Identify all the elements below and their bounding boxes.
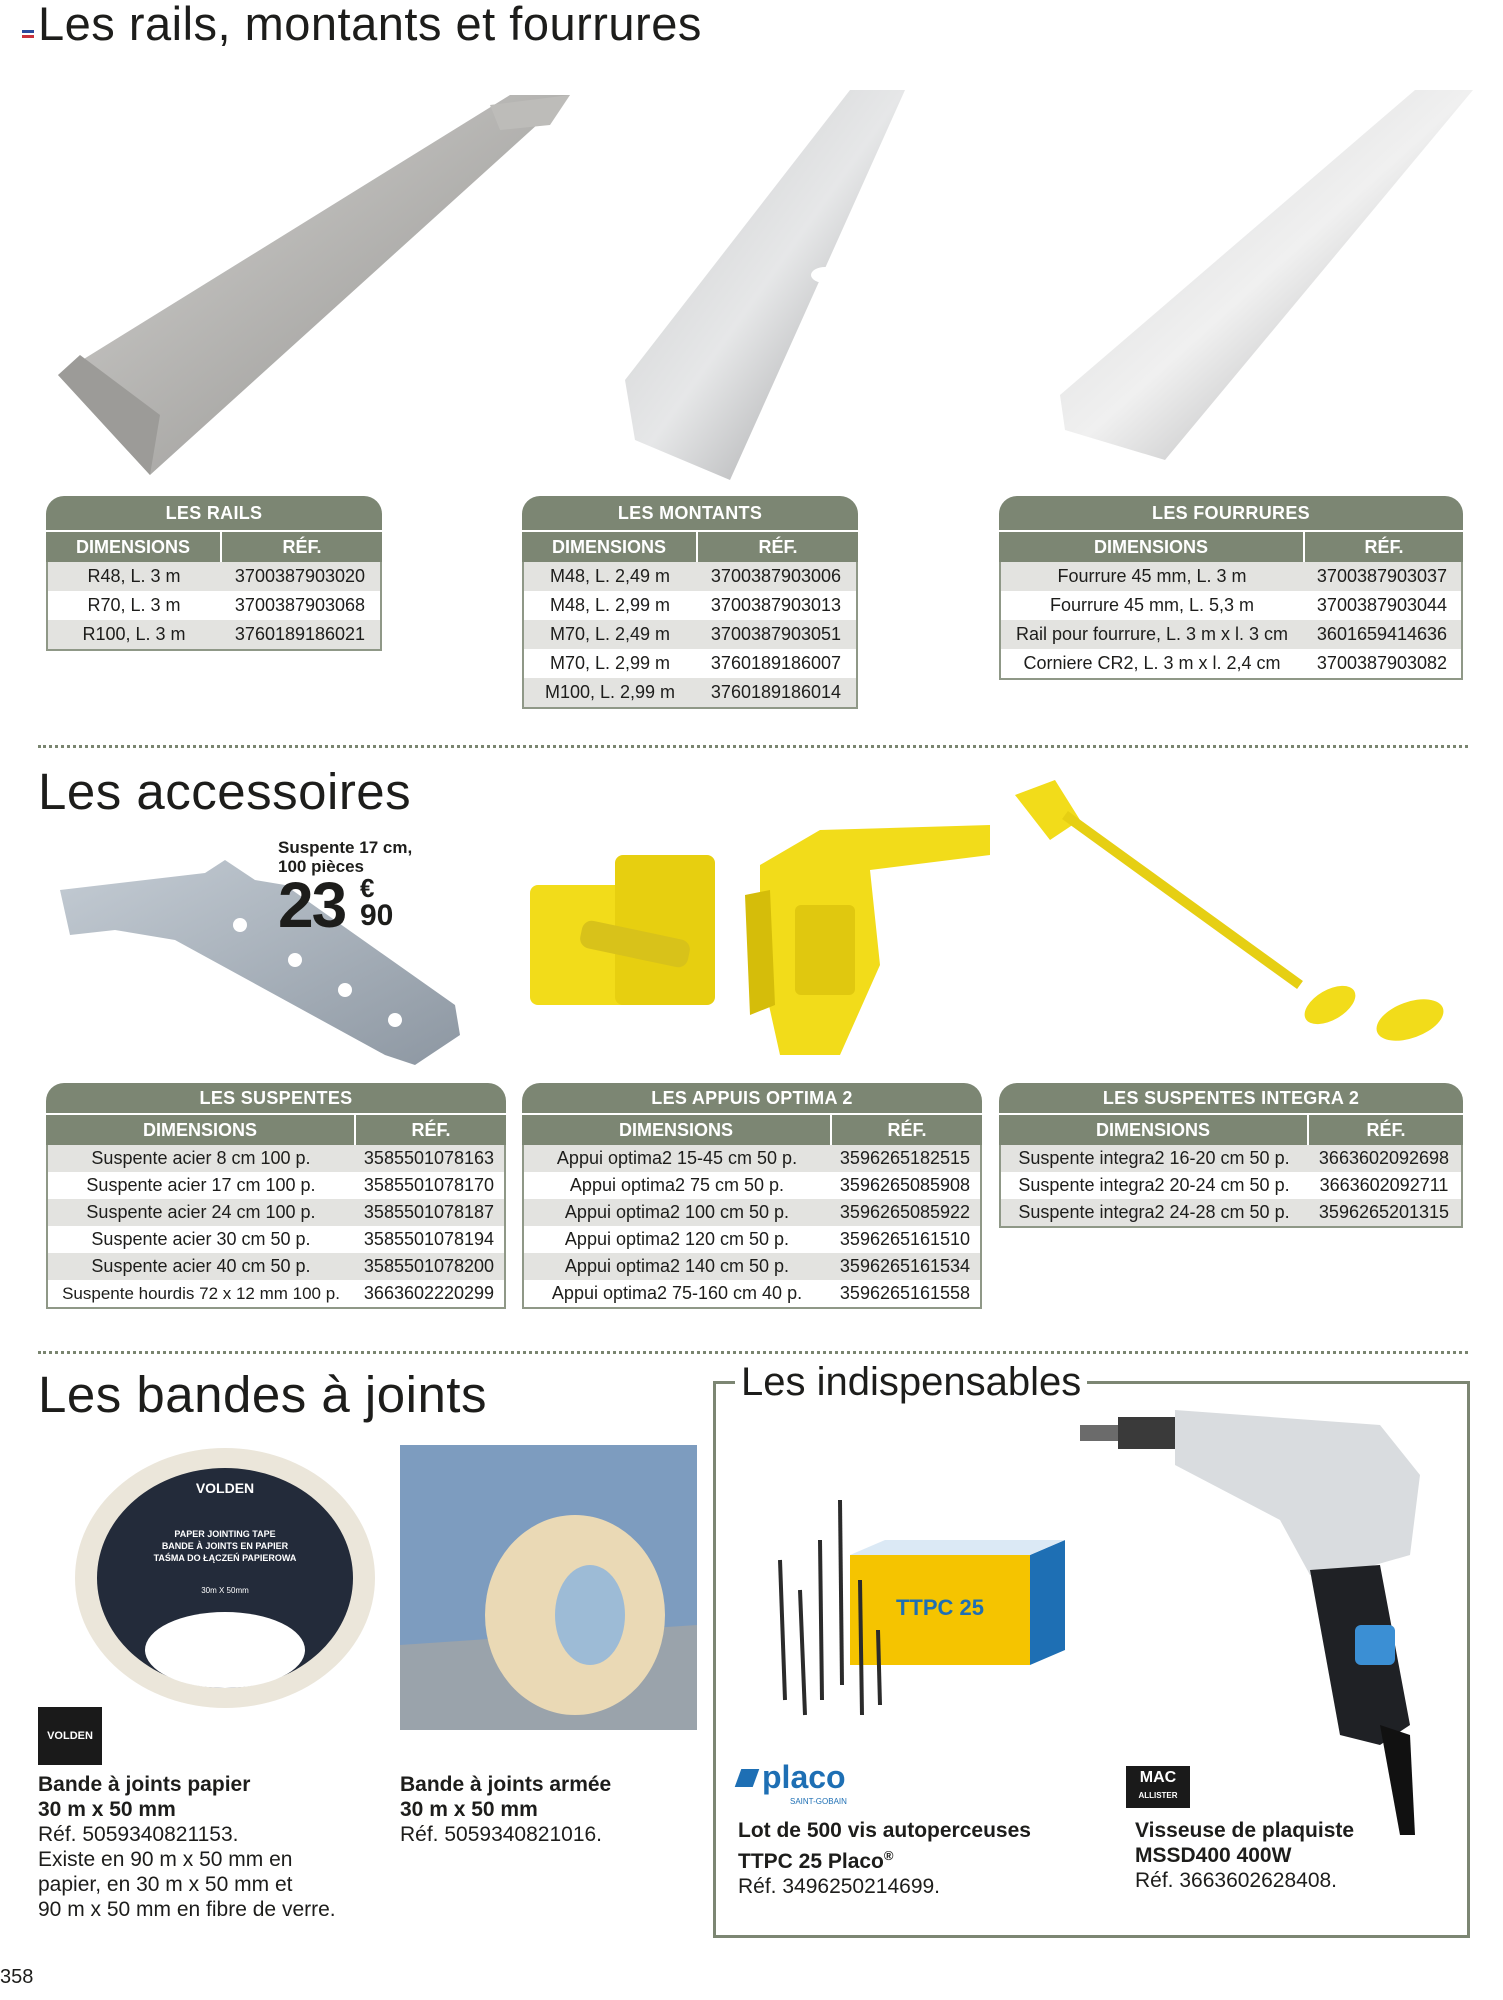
volden-logo: VOLDEN <box>38 1707 102 1765</box>
paper-tape-image <box>70 1445 380 1715</box>
price-caption: Suspente 17 cm, 100 pièces <box>278 838 413 876</box>
screws-box-image <box>760 1480 1070 1730</box>
product-visseuse: Visseuse de plaquiste MSSD400 400W Réf. 3663602628408. <box>1135 1819 1355 1892</box>
flag-icon <box>22 30 34 38</box>
table-montants <box>522 496 858 709</box>
price-integer: 23 <box>278 869 346 941</box>
column-header-dimensions: DIMENSIONS <box>1095 1120 1210 1140</box>
table-fourrures <box>999 496 1463 680</box>
section-title-indispensables: Les indispensables <box>735 1360 1087 1404</box>
table-row: Suspente integra2 24-28 cm 50 p. 3596265201315 <box>1001 1199 1461 1226</box>
svg-text:PAPER JOINTING TAPE: PAPER JOINTING TAPE <box>174 1529 276 1539</box>
table-row: R100, L. 3 m 3760189186021 <box>48 620 380 649</box>
table-row: Appui optima2 100 cm 50 p. 3596265085922 <box>524 1199 980 1226</box>
table-row: Rail pour fourrure, L. 3 m x l. 3 cm 3601659414636 <box>1001 620 1461 649</box>
mac-allister-logo: MAC ALLISTER <box>1126 1766 1190 1808</box>
svg-text:30m X 50mm: 30m X 50mm <box>201 1586 249 1595</box>
table-row: Appui optima2 75 cm 50 p. 3596265085908 <box>524 1172 980 1199</box>
table-row: Appui optima2 75-160 cm 40 p. 3596265161558 <box>524 1280 980 1307</box>
table-row: M100, L. 2,99 m 3760189186014 <box>524 678 856 707</box>
product-bande-papier: Bande à joints papier 30 m x 50 mm Réf. 5059340821153. Existe en 90 m x 50 mm en papier, en 30 m x 50 mm et 90 m x 50 mm en fibre de verre. <box>38 1773 336 1921</box>
appui-optima-image <box>520 815 990 1085</box>
table-row: Suspente acier 30 cm 50 p. 3585501078194 <box>48 1226 504 1253</box>
table-suspentes <box>46 1083 506 1309</box>
section-title-rails: Les rails, montants et fourrures <box>38 0 702 50</box>
product-vis: Lot de 500 vis autoperceuses TTPC 25 Placo® Réf. 3496250214699. <box>738 1819 1031 1898</box>
table-row: Suspente integra2 20-24 cm 50 p. 3663602092711 <box>1001 1172 1461 1199</box>
mesh-tape-image <box>400 1445 697 1730</box>
table-row: Corniere CR2, L. 3 m x l. 2,4 cm 3700387903082 <box>1001 649 1461 678</box>
table-row: Appui optima2 140 cm 50 p. 3596265161534 <box>524 1253 980 1280</box>
table-suspentes-integra <box>999 1083 1463 1228</box>
table-row: Fourrure 45 mm, L. 5,3 m 3700387903044 <box>1001 591 1461 620</box>
price-cents: 90 <box>360 899 394 932</box>
table-title: LES SUSPENTES <box>46 1083 506 1113</box>
table-row: Fourrure 45 mm, L. 3 m 3700387903037 <box>1001 562 1461 591</box>
placo-mark-icon <box>735 1769 760 1787</box>
table-row: Appui optima2 15-45 cm 50 p. 3596265182515 <box>524 1145 980 1172</box>
suspente-image <box>55 855 475 1085</box>
column-header-ref: RÉF. <box>696 532 858 562</box>
column-header-dimensions: DIMENSIONS <box>551 537 666 557</box>
table-row: M70, L. 2,99 m 3760189186007 <box>524 649 856 678</box>
section-title-accessoires: Les accessoires <box>38 763 412 820</box>
price-currency: € <box>360 873 375 903</box>
table-row: Suspente acier 40 cm 50 p. 3585501078200 <box>48 1253 504 1280</box>
column-header-ref: RÉF. <box>1307 1115 1463 1145</box>
column-header-ref: RÉF. <box>354 1115 506 1145</box>
table-row: R48, L. 3 m 3700387903020 <box>48 562 380 591</box>
table-title: LES SUSPENTES INTEGRA 2 <box>999 1083 1463 1113</box>
table-title: LES APPUIS OPTIMA 2 <box>522 1083 982 1113</box>
page-number: 358 <box>0 1966 34 1988</box>
table-row: Appui optima2 120 cm 50 p. 3596265161510 <box>524 1226 980 1253</box>
table-appuis-optima <box>522 1083 982 1309</box>
column-header-ref: RÉF. <box>220 532 382 562</box>
volden-tape-brand: VOLDEN <box>195 1480 255 1496</box>
table-row: Suspente integra2 16-20 cm 50 p. 3663602092698 <box>1001 1145 1461 1172</box>
table-row: Suspente acier 24 cm 100 p. 3585501078187 <box>48 1199 504 1226</box>
section-title-bandes: Les bandes à joints <box>38 1366 487 1423</box>
table-row: M70, L. 2,49 m 3700387903051 <box>524 620 856 649</box>
table-title: LES RAILS <box>46 496 382 530</box>
dotted-divider <box>38 1351 1468 1354</box>
table-row: Suspente hourdis 72 x 12 mm 100 p. 3663602220299 <box>48 1280 504 1307</box>
table-rails <box>46 496 382 651</box>
dotted-divider <box>38 745 1468 748</box>
table-title: LES MONTANTS <box>522 496 858 530</box>
placo-logo: placo SAINT-GOBAIN <box>738 1763 878 1811</box>
price-tag <box>278 869 394 941</box>
svg-text:TTPC 25: TTPC 25 <box>895 1595 985 1620</box>
table-row: R70, L. 3 m 3700387903068 <box>48 591 380 620</box>
column-header-ref: RÉF. <box>1303 532 1463 562</box>
table-row: M48, L. 2,49 m 3700387903006 <box>524 562 856 591</box>
montant-image <box>620 85 910 485</box>
column-header-dimensions: DIMENSIONS <box>1093 537 1208 557</box>
table-row: Suspente acier 8 cm 100 p. 3585501078163 <box>48 1145 504 1172</box>
svg-text:TAŚMA DO ŁĄCZEŃ PAPIEROWA: TAŚMA DO ŁĄCZEŃ PAPIEROWA <box>153 1553 297 1563</box>
column-header-dimensions: DIMENSIONS <box>142 1120 257 1140</box>
column-header-dimensions: DIMENSIONS <box>75 537 190 557</box>
table-title: LES FOURRURES <box>999 496 1463 530</box>
fourrure-image <box>1055 85 1475 465</box>
svg-text:BANDE À JOINTS EN PAPIER: BANDE À JOINTS EN PAPIER <box>161 1541 289 1551</box>
column-header-dimensions: DIMENSIONS <box>618 1120 733 1140</box>
column-header-ref: RÉF. <box>830 1115 982 1145</box>
rail-image <box>50 85 590 485</box>
product-bande-armee: Bande à joints armée 30 m x 50 mm Réf. 5059340821016. <box>400 1773 612 1846</box>
table-row: Suspente acier 17 cm 100 p. 3585501078170 <box>48 1172 504 1199</box>
table-row: M48, L. 2,99 m 3700387903013 <box>524 591 856 620</box>
suspente-integra-image <box>1010 775 1465 1065</box>
